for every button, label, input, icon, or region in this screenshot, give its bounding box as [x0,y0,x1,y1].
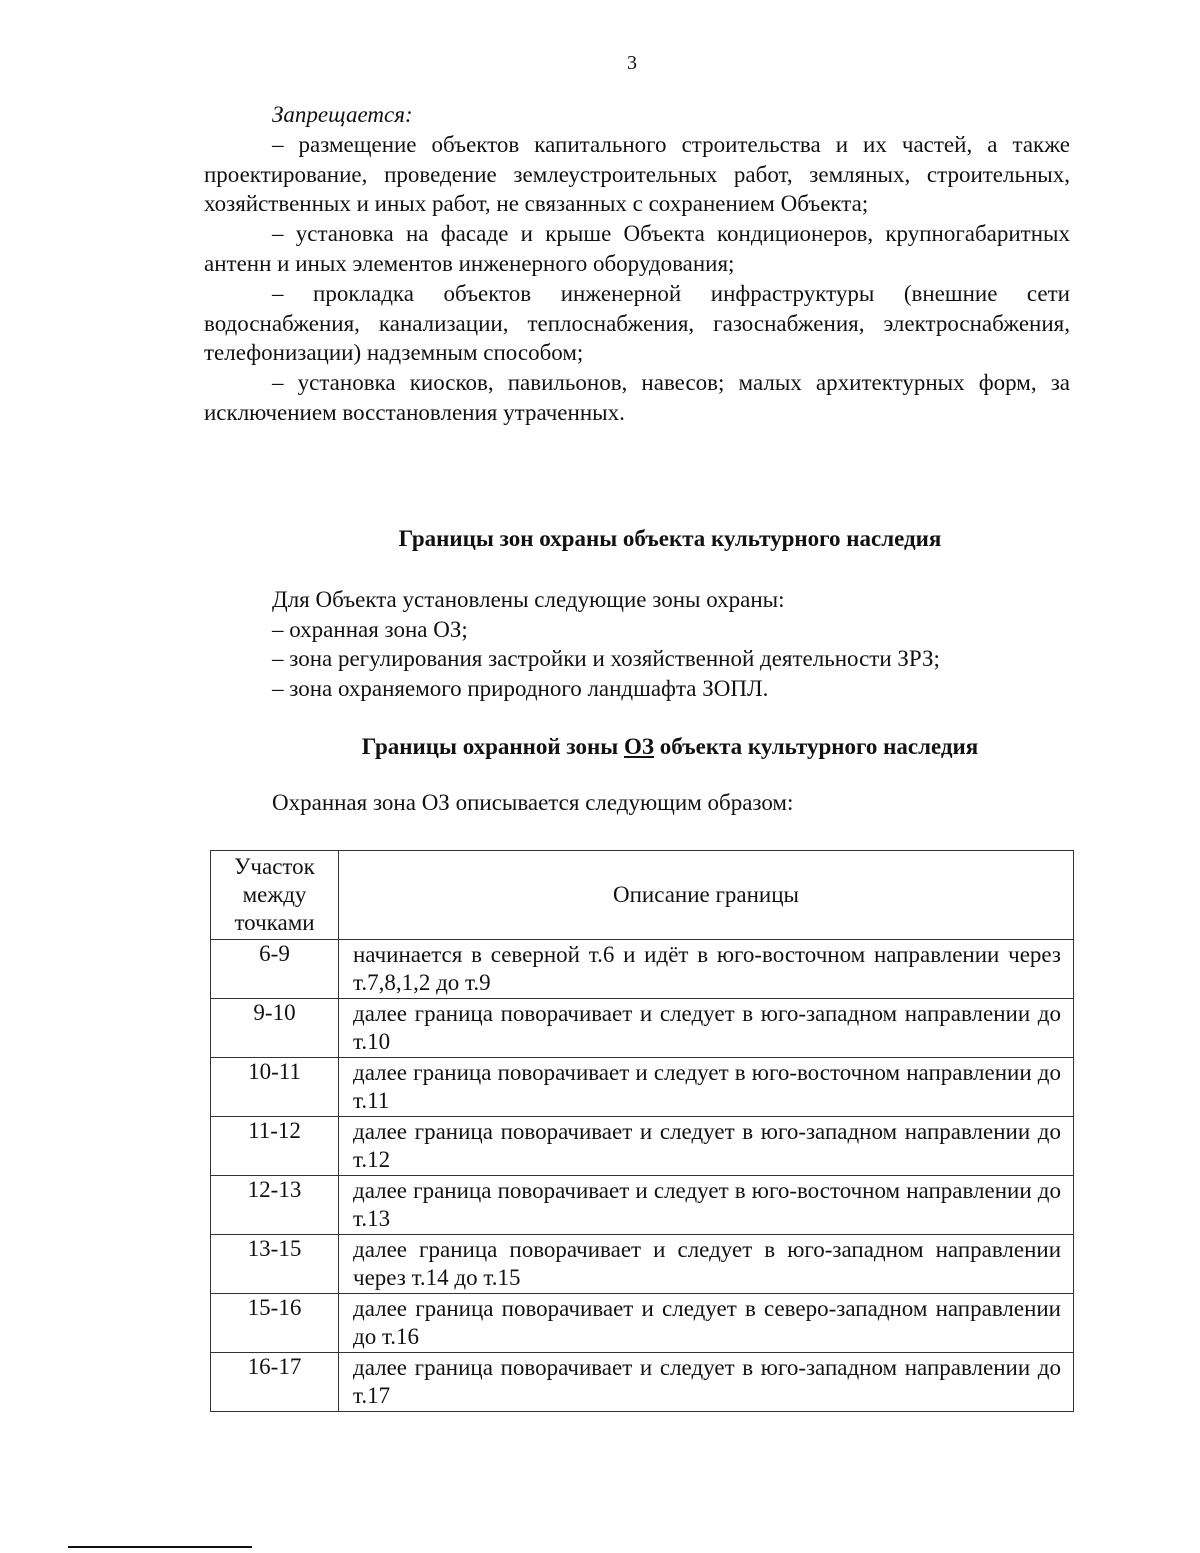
heading-part: Границы охранной зоны [361,734,624,759]
segment-cell: 6-9 [211,940,339,999]
description-cell: начинается в северной т.6 и идёт в юго-восточном направлении через т.7,8,1,2 до т.9 [339,940,1074,999]
description-cell: далее граница поворачивает и следует в юго-восточном направлении до т.13 [339,1176,1074,1235]
table-row [211,1235,1074,1294]
description-cell: далее граница поворачивает и следует в северо-западном направлении до т.16 [339,1294,1074,1353]
segment-cell: 10-11 [211,1058,339,1117]
table-row [211,1117,1074,1176]
header-description: Описание границы [339,851,1074,940]
table-row [211,999,1074,1058]
prohibition-item: – установка на фасаде и крыше Объекта кондиционеров, крупногабаритных антенн и иных элементов инженерного оборудования; [204,221,1070,276]
zone-item: – зона охраняемого природного ландшафта ЗОПЛ. [272,675,769,701]
table-row [211,1353,1074,1412]
segment-cell: 12-13 [211,1176,339,1235]
header-segment [211,851,339,940]
section-heading-oz [160,734,1180,760]
segment-cell: 15-16 [211,1294,339,1353]
prohibitions-block [204,100,1070,428]
prohibitions-lead: Запрещается: [272,102,413,127]
table-row [211,1176,1074,1235]
zone-item: – охранная зона ОЗ; [272,616,468,642]
segment-cell: 9-10 [211,999,339,1058]
boundary-table [210,850,1074,1412]
zones-intro: Для Объекта установлены следующие зоны охраны: [272,587,785,612]
heading-part: объекта культурного наследия [654,734,979,759]
table-header-row [211,851,1074,940]
segment-cell: 13-15 [211,1235,339,1294]
table-row [211,1058,1074,1117]
description-cell: далее граница поворачивает и следует в юго-западном направлении до т.10 [339,999,1074,1058]
header-segment-line: точками [234,910,315,935]
prohibition-item: – прокладка объектов инженерной инфраструктуры (внешние сети водоснабжения, канализации, теплоснабжения, газоснабжения, электроснабжения, телефонизации) надземным способом; [204,280,1070,366]
zone-item: – зона регулирования застройки и хозяйственной деятельности ЗРЗ; [272,646,940,671]
header-segment-line: Участок [234,854,315,879]
segment-cell: 16-17 [211,1353,339,1412]
section-heading-zones: Границы зон охраны объекта культурного наследия [398,526,942,551]
prohibition-item: – установка киосков, павильонов, навесов; малых архитектурных форм, за исключением восстановления утраченных. [204,370,1070,425]
page-number: 3 [627,52,637,74]
oz-intro: Охранная зона ОЗ описывается следующим образом: [272,790,794,815]
description-cell: далее граница поворачивает и следует в юго-восточном направлении до т.11 [339,1058,1074,1117]
heading-abbr-oz: ОЗ [624,734,655,759]
header-segment-line: между [242,882,307,907]
table-row [211,940,1074,999]
description-cell: далее граница поворачивает и следует в юго-западном направлении до т.17 [339,1353,1074,1412]
segment-cell: 11-12 [211,1117,339,1176]
table-row [211,1294,1074,1353]
description-cell: далее граница поворачивает и следует в юго-западном направлении до т.12 [339,1117,1074,1176]
description-cell: далее граница поворачивает и следует в юго-западном направлении через т.14 до т.15 [339,1235,1074,1294]
footnote-separator [68,1546,252,1548]
prohibition-item: – размещение объектов капитального строительства и их частей, а также проектирование, проведение землеустроительных работ, земляных, строительных, хозяйственных и иных работ, не связанных с сохранением Объекта; [204,131,1070,217]
zones-list [272,585,940,703]
